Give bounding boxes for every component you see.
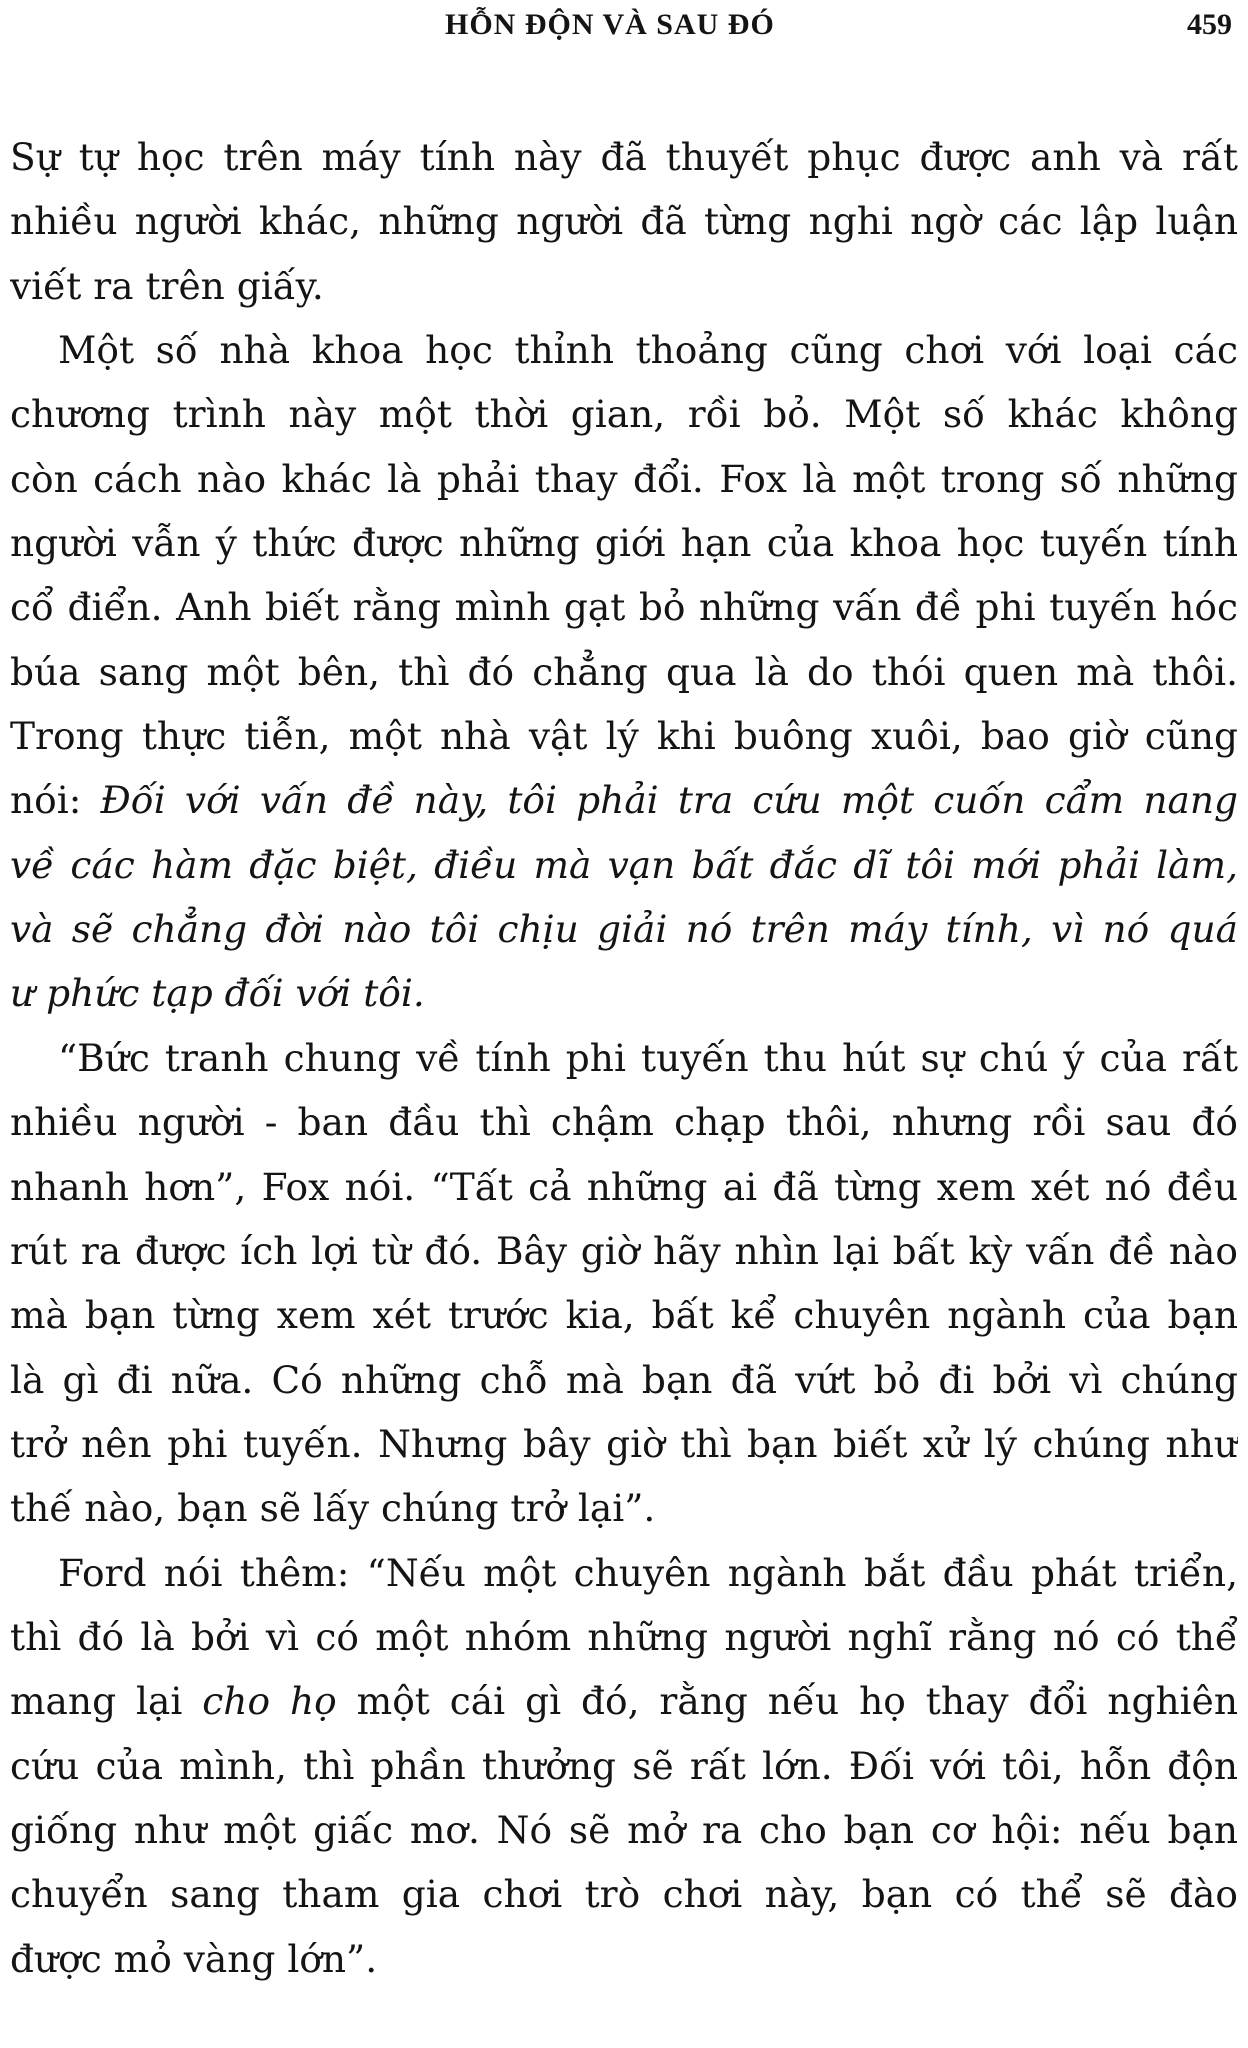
italic-quote: và sẽ chẳng đời nào tôi chịu giải nó trên máy tính, vì nó quá xyxy=(10,907,1238,952)
text-line: nhiều người khác, những người đã từng nghi ngờ các lập luận xyxy=(10,199,1238,244)
text-line: giống như một giấc mơ. Nó sẽ mở ra cho bạn cơ hội: nếu bạn xyxy=(10,1807,1238,1852)
italic-quote: Đối với vấn đề này, tôi phải tra cứu một cuốn cẩm nang xyxy=(100,778,1238,823)
text-line: nói: Đối với vấn đề này, tôi phải tra cứu một cuốn cẩm nang xyxy=(10,778,1238,823)
text-line: nhanh hơn”, Fox nói. “Tất cả những ai đã từng xem xét nó đều xyxy=(10,1164,1238,1209)
running-title: HỖN ĐỘN VÀ SAU ĐÓ xyxy=(445,8,775,41)
text-line: Sự tự học trên máy tính này đã thuyết phục được anh và rất xyxy=(10,135,1238,179)
text-line: là gì đi nữa. Có những chỗ mà bạn đã vứt bỏ đi bởi vì chúng xyxy=(10,1357,1238,1402)
running-header xyxy=(0,8,1248,48)
text-line: trở nên phi tuyến. Nhưng bây giờ thì bạn biết xử lý chúng như xyxy=(10,1421,1238,1466)
text-line: mà bạn từng xem xét trước kia, bất kể chuyên ngành của bạn xyxy=(10,1293,1238,1338)
text-line: rút ra được ích lợi từ đó. Bây giờ hãy nhìn lại bất kỳ vấn đề nào xyxy=(10,1228,1238,1273)
text-line: búa sang một bên, thì đó chẳng qua là do thói quen mà thôi. xyxy=(10,649,1238,694)
body-text xyxy=(10,125,1238,1991)
text-line: thì đó là bởi vì có một nhóm những người nghĩ rằng nó có thể xyxy=(10,1614,1238,1659)
text-line: chương trình này một thời gian, rồi bỏ. Một số khác không xyxy=(10,392,1238,437)
text-line: được mỏ vàng lớn”. xyxy=(10,1936,378,1981)
text-line: cổ điển. Anh biết rằng mình gạt bỏ những vấn đề phi tuyến hóc xyxy=(10,585,1238,630)
text-line: mang lại cho họ một cái gì đó, rằng nếu họ thay đổi nghiên xyxy=(10,1679,1238,1724)
text-line: cứu của mình, thì phần thưởng sẽ rất lớn. Đối với tôi, hỗn độn xyxy=(10,1743,1238,1788)
text-line: Ford nói thêm: “Nếu một chuyên ngành bắt đầu phát triển, xyxy=(58,1550,1238,1595)
text-line: chuyển sang tham gia chơi trò chơi này, bạn có thể sẽ đào xyxy=(10,1872,1238,1917)
text-line: Một số nhà khoa học thỉnh thoảng cũng chơi với loại các xyxy=(58,328,1238,373)
text-line: thế nào, bạn sẽ lấy chúng trở lại”. xyxy=(10,1486,656,1531)
text-line: người vẫn ý thức được những giới hạn của khoa học tuyến tính xyxy=(10,521,1238,566)
italic-quote: về các hàm đặc biệt, điều mà vạn bất đắc dĩ tôi mới phải làm, xyxy=(10,842,1238,887)
text-line: viết ra trên giấy. xyxy=(10,263,324,308)
text-line xyxy=(10,961,1238,1025)
italic-phrase: cho họ xyxy=(202,1679,337,1724)
text-line xyxy=(10,833,1238,897)
text-line: “Bức tranh chung về tính phi tuyến thu hút sự chú ý của rất xyxy=(58,1035,1238,1080)
italic-quote: ư phức tạp đối với tôi. xyxy=(10,971,425,1016)
text-line xyxy=(10,897,1238,961)
text-line: Trong thực tiễn, một nhà vật lý khi buông xuôi, bao giờ cũng xyxy=(10,714,1238,759)
text-line: nhiều người - ban đầu thì chậm chạp thôi, nhưng rồi sau đó xyxy=(10,1100,1238,1145)
text-line: còn cách nào khác là phải thay đổi. Fox là một trong số những xyxy=(10,456,1238,501)
page-number: 459 xyxy=(1187,8,1232,41)
